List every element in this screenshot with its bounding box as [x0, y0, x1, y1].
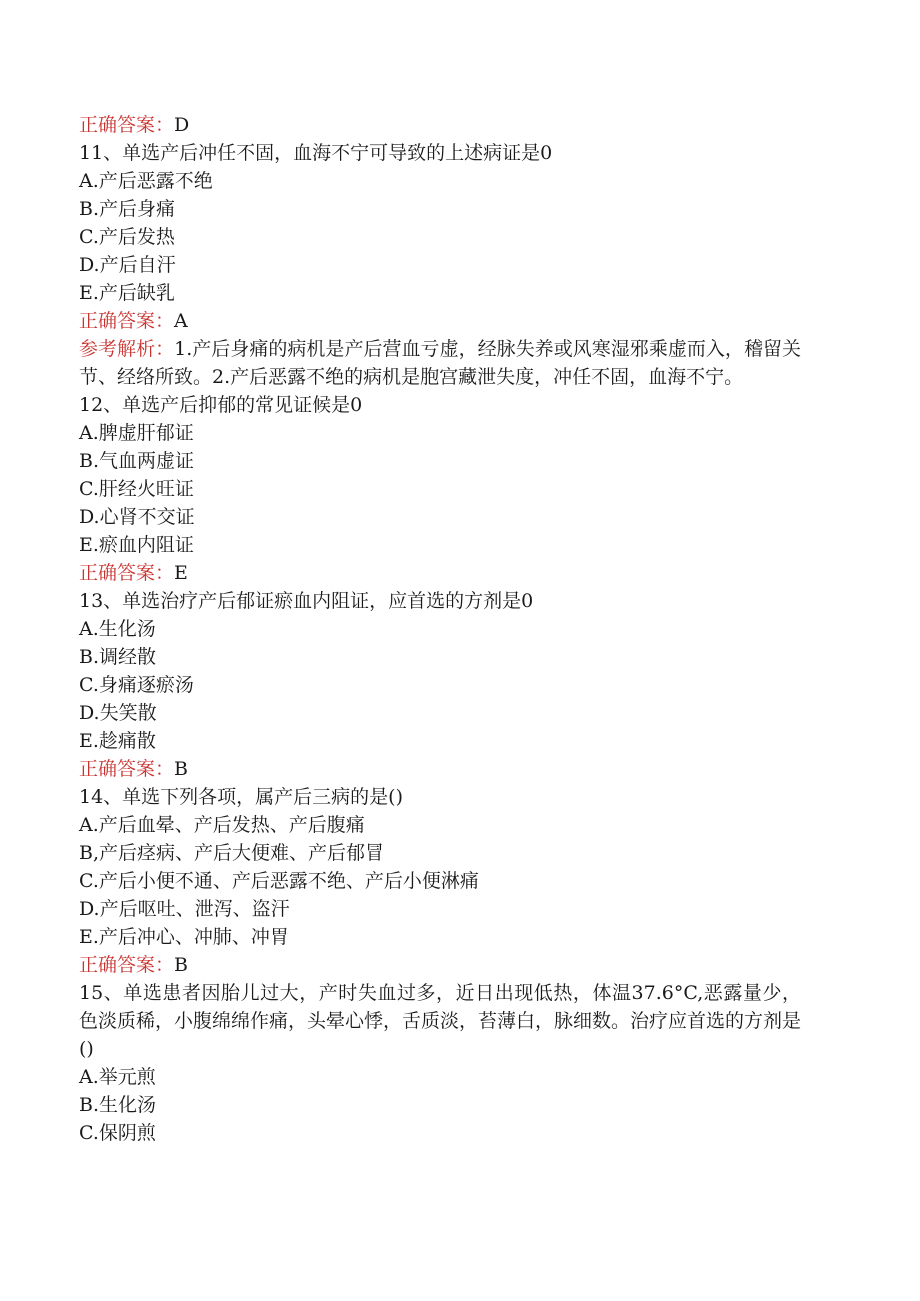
answer-value: B: [174, 758, 188, 780]
correct-answer: [79, 307, 819, 335]
answer-option: B.调经散: [79, 646, 157, 668]
answer-option: C.产后小便不通、产后恶露不绝、产后小便淋痛: [79, 870, 479, 892]
question-stem: 11、单选产后冲任不固，血海不宁可导致的上述病证是0: [79, 142, 553, 164]
answer-label: 正确答案：: [79, 954, 175, 976]
answer-option: D.心肾不交证: [79, 506, 195, 528]
analysis-text: 1.产后身痛的病机是产后营血亏虚，经脉失养或风寒湿邪乘虚而入，稽留关节、经络所致。2.产后恶露不绝的病机是胞宫藏泄失度，冲任不固，血海不宁。: [79, 338, 801, 388]
answer-option: E.趁痛散: [79, 730, 156, 752]
answer-option: B.生化汤: [79, 1094, 157, 1116]
answer-option: B.气血两虚证: [79, 450, 195, 472]
answer-option: A.产后恶露不绝: [79, 170, 213, 192]
answer-label: 正确答案：: [79, 114, 175, 136]
answer-option: A.生化汤: [79, 618, 156, 640]
question-stem: 12、单选产后抑郁的常见证候是0: [79, 394, 363, 416]
correct-answer: [79, 559, 819, 587]
answer-option: A.脾虚肝郁证: [79, 422, 194, 444]
question-stem: 15、单选患者因胎儿过大，产时失血过多，近日出现低热，体温37.6°C,恶露量少，色淡质稀，小腹绵绵作痛，头晕心悸，舌质淡，苔薄白，脉细数。治疗应首选的方剂是(): [79, 982, 802, 1060]
document-page: [79, 111, 819, 1147]
answer-option: E.产后冲心、冲肺、冲胃: [79, 926, 289, 948]
answer-option: B.产后身痛: [79, 198, 176, 220]
answer-option: C.产后发热: [79, 226, 175, 248]
answer-value: B: [174, 954, 188, 976]
answer-value: D: [174, 114, 190, 136]
answer-option: C.身痛逐瘀汤: [79, 674, 194, 696]
answer-option: C.保阴煎: [79, 1122, 156, 1144]
answer-option: C.肝经火旺证: [79, 478, 194, 500]
answer-option: D.产后呕吐、泄泻、盗汗: [79, 898, 290, 920]
question-stem: 14、单选下列各项，属产后三病的是(): [79, 786, 404, 808]
answer-option: D.失笑散: [79, 702, 157, 724]
reference-analysis: [79, 335, 801, 391]
answer-option: B,产后痉病、产后大便难、产后郁冒: [79, 842, 385, 864]
answer-option: D.产后自汗: [79, 254, 176, 276]
correct-answer: [79, 111, 819, 139]
answer-option: E.产后缺乳: [79, 282, 175, 304]
correct-answer: [79, 755, 819, 783]
answer-label: 正确答案：: [79, 310, 175, 332]
answer-value: E: [174, 562, 188, 584]
answer-label: 正确答案：: [79, 562, 175, 584]
answer-option: A.举元煎: [79, 1066, 156, 1088]
analysis-label: 参考解析：: [79, 338, 175, 360]
correct-answer: [79, 951, 819, 979]
answer-label: 正确答案：: [79, 758, 175, 780]
answer-option: A.产后血晕、产后发热、产后腹痛: [79, 814, 365, 836]
answer-option: E.瘀血内阻证: [79, 534, 194, 556]
answer-value: A: [174, 310, 188, 332]
question-stem: 13、单选治疗产后郁证瘀血内阻证，应首选的方剂是0: [79, 590, 534, 612]
